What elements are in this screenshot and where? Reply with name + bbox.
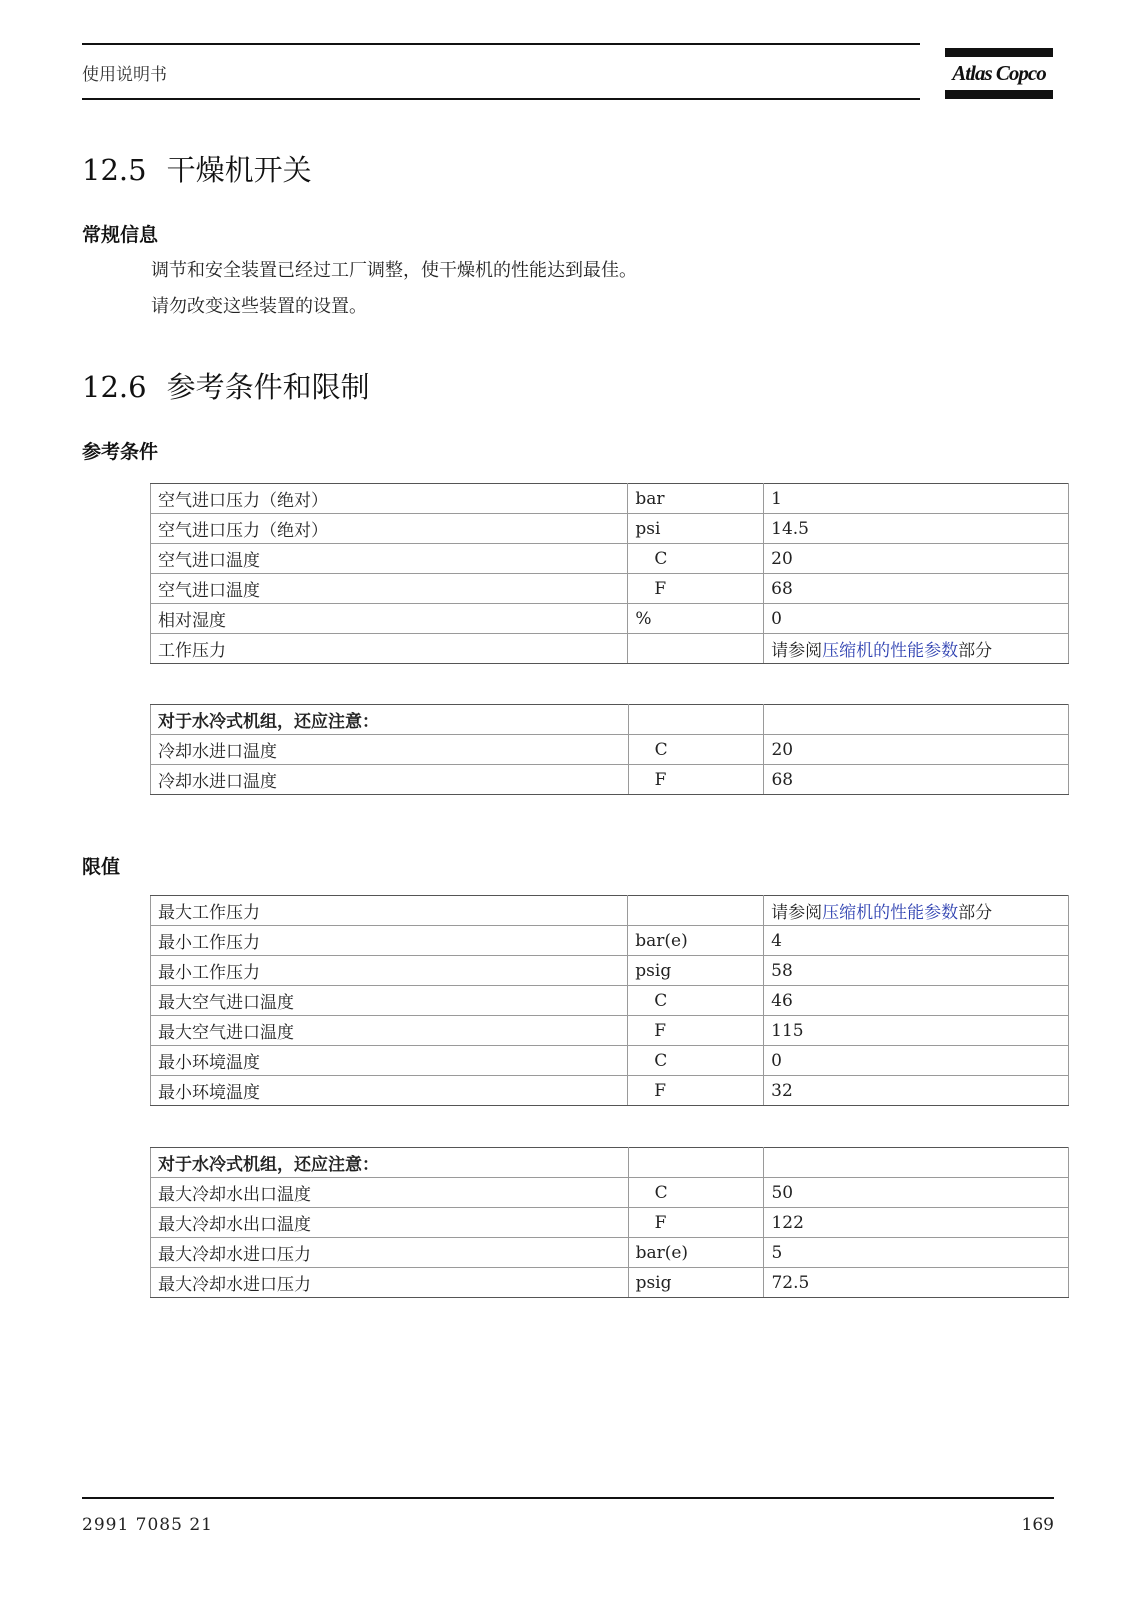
param-unit: bar(e) — [628, 1238, 764, 1268]
logo-bar-bottom — [945, 90, 1053, 99]
atlas-copco-logo — [945, 48, 1053, 100]
param-name: 最大冷却水进口压力 — [151, 1268, 629, 1298]
table-row — [151, 1076, 1069, 1106]
table-row — [151, 544, 1069, 574]
param-value: 0 — [764, 1046, 1069, 1076]
param-unit: bar — [628, 484, 764, 514]
param-unit: F — [628, 765, 764, 795]
water-cooled-note: 对于水冷式机组，还应注意： — [151, 1148, 629, 1178]
table-row — [151, 1016, 1069, 1046]
water-cooled-note: 对于水冷式机组，还应注意： — [151, 705, 629, 735]
section-12-5-heading — [82, 148, 312, 189]
param-unit: psig — [628, 956, 764, 986]
section-number: 12.6 — [82, 370, 147, 404]
performance-data-link[interactable]: 压缩机的性能参数 — [822, 903, 959, 923]
param-value-reference — [764, 896, 1069, 926]
param-name: 空气进口压力（绝对） — [151, 484, 628, 514]
header-rule-top — [82, 43, 920, 45]
param-name: 工作压力 — [151, 634, 628, 664]
footer-page-number: 169 — [1021, 1515, 1054, 1535]
table-row — [151, 1046, 1069, 1076]
table-row — [151, 1148, 1069, 1178]
param-value: 14.5 — [764, 514, 1069, 544]
see-ref-prefix: 请参阅 — [771, 903, 823, 923]
table-row — [151, 1268, 1069, 1298]
param-unit — [628, 896, 764, 926]
reference-water-cooled-table — [150, 704, 1069, 795]
param-name: 最大冷却水出口温度 — [151, 1208, 629, 1238]
table-row — [151, 604, 1069, 634]
param-name: 最大空气进口温度 — [151, 1016, 628, 1046]
param-unit — [628, 1148, 764, 1178]
param-value — [764, 705, 1069, 735]
param-name: 相对湿度 — [151, 604, 628, 634]
limits-water-cooled-table — [150, 1147, 1069, 1298]
param-unit: F — [628, 574, 764, 604]
param-unit: C — [628, 1178, 764, 1208]
header-rule-bottom — [82, 98, 920, 100]
param-unit: C — [628, 1046, 764, 1076]
param-name: 最大冷却水进口压力 — [151, 1238, 629, 1268]
param-unit — [628, 634, 764, 664]
param-unit: F — [628, 1016, 764, 1046]
param-value: 50 — [764, 1178, 1069, 1208]
section-title: 参考条件和限制 — [166, 370, 370, 404]
param-value: 58 — [764, 956, 1069, 986]
paragraph-1: 调节和安全装置已经过工厂调整，使干燥机的性能达到最佳。 — [151, 260, 637, 281]
param-value: 0 — [764, 604, 1069, 634]
param-unit: psig — [628, 1268, 764, 1298]
param-value: 20 — [764, 544, 1069, 574]
table-row — [151, 926, 1069, 956]
footer-doc-number: 2991 7085 21 — [82, 1515, 213, 1535]
header-title: 使用说明书 — [82, 65, 167, 85]
table-row — [151, 1178, 1069, 1208]
param-name: 最大空气进口温度 — [151, 986, 628, 1016]
param-value: 32 — [764, 1076, 1069, 1106]
param-name: 最小工作压力 — [151, 926, 628, 956]
param-unit: % — [628, 604, 764, 634]
paragraph-2: 请勿改变这些装置的设置。 — [151, 296, 367, 317]
table-row — [151, 986, 1069, 1016]
param-unit: F — [628, 1208, 764, 1238]
param-unit: C — [628, 735, 764, 765]
reference-conditions-subheading: 参考条件 — [82, 441, 159, 463]
param-name: 最小工作压力 — [151, 956, 628, 986]
param-value: 122 — [764, 1208, 1069, 1238]
limits-subheading: 限值 — [82, 856, 121, 878]
param-value: 115 — [764, 1016, 1069, 1046]
param-value: 46 — [764, 986, 1069, 1016]
section-title: 干燥机开关 — [166, 153, 312, 187]
param-value: 1 — [764, 484, 1069, 514]
table-row — [151, 1208, 1069, 1238]
param-value: 68 — [764, 574, 1069, 604]
logo-text: Atlas Copco — [952, 61, 1046, 85]
param-name: 最大工作压力 — [151, 896, 628, 926]
section-12-6-heading — [82, 365, 370, 406]
param-unit: bar(e) — [628, 926, 764, 956]
param-unit: psi — [628, 514, 764, 544]
limits-table — [150, 895, 1069, 1106]
param-name: 空气进口温度 — [151, 544, 628, 574]
param-unit: F — [628, 1076, 764, 1106]
see-ref-suffix: 部分 — [958, 641, 993, 661]
see-ref-prefix: 请参阅 — [771, 641, 823, 661]
table-row — [151, 765, 1069, 795]
param-value: 20 — [764, 735, 1069, 765]
param-value — [764, 1148, 1069, 1178]
param-unit — [628, 705, 764, 735]
param-value: 68 — [764, 765, 1069, 795]
param-name: 最小环境温度 — [151, 1046, 628, 1076]
logo-bar-top — [945, 48, 1053, 57]
general-info-subheading: 常规信息 — [82, 224, 159, 246]
param-name: 最小环境温度 — [151, 1076, 628, 1106]
reference-conditions-table — [150, 483, 1069, 664]
table-row — [151, 956, 1069, 986]
param-name: 冷却水进口温度 — [151, 735, 629, 765]
param-value-reference — [764, 634, 1069, 664]
table-row — [151, 735, 1069, 765]
table-row — [151, 484, 1069, 514]
table-row — [151, 705, 1069, 735]
param-unit: C — [628, 544, 764, 574]
table-row — [151, 896, 1069, 926]
table-row — [151, 634, 1069, 664]
footer-rule — [82, 1497, 1054, 1499]
param-name: 空气进口压力（绝对） — [151, 514, 628, 544]
param-unit: C — [628, 986, 764, 1016]
param-value: 72.5 — [764, 1268, 1069, 1298]
see-ref-suffix: 部分 — [958, 903, 993, 923]
table-row — [151, 574, 1069, 604]
table-row — [151, 514, 1069, 544]
table-row — [151, 1238, 1069, 1268]
param-value: 4 — [764, 926, 1069, 956]
param-name: 最大冷却水出口温度 — [151, 1178, 629, 1208]
param-value: 5 — [764, 1238, 1069, 1268]
param-name: 冷却水进口温度 — [151, 765, 629, 795]
param-name: 空气进口温度 — [151, 574, 628, 604]
performance-data-link[interactable]: 压缩机的性能参数 — [822, 641, 959, 661]
section-number: 12.5 — [82, 153, 147, 187]
